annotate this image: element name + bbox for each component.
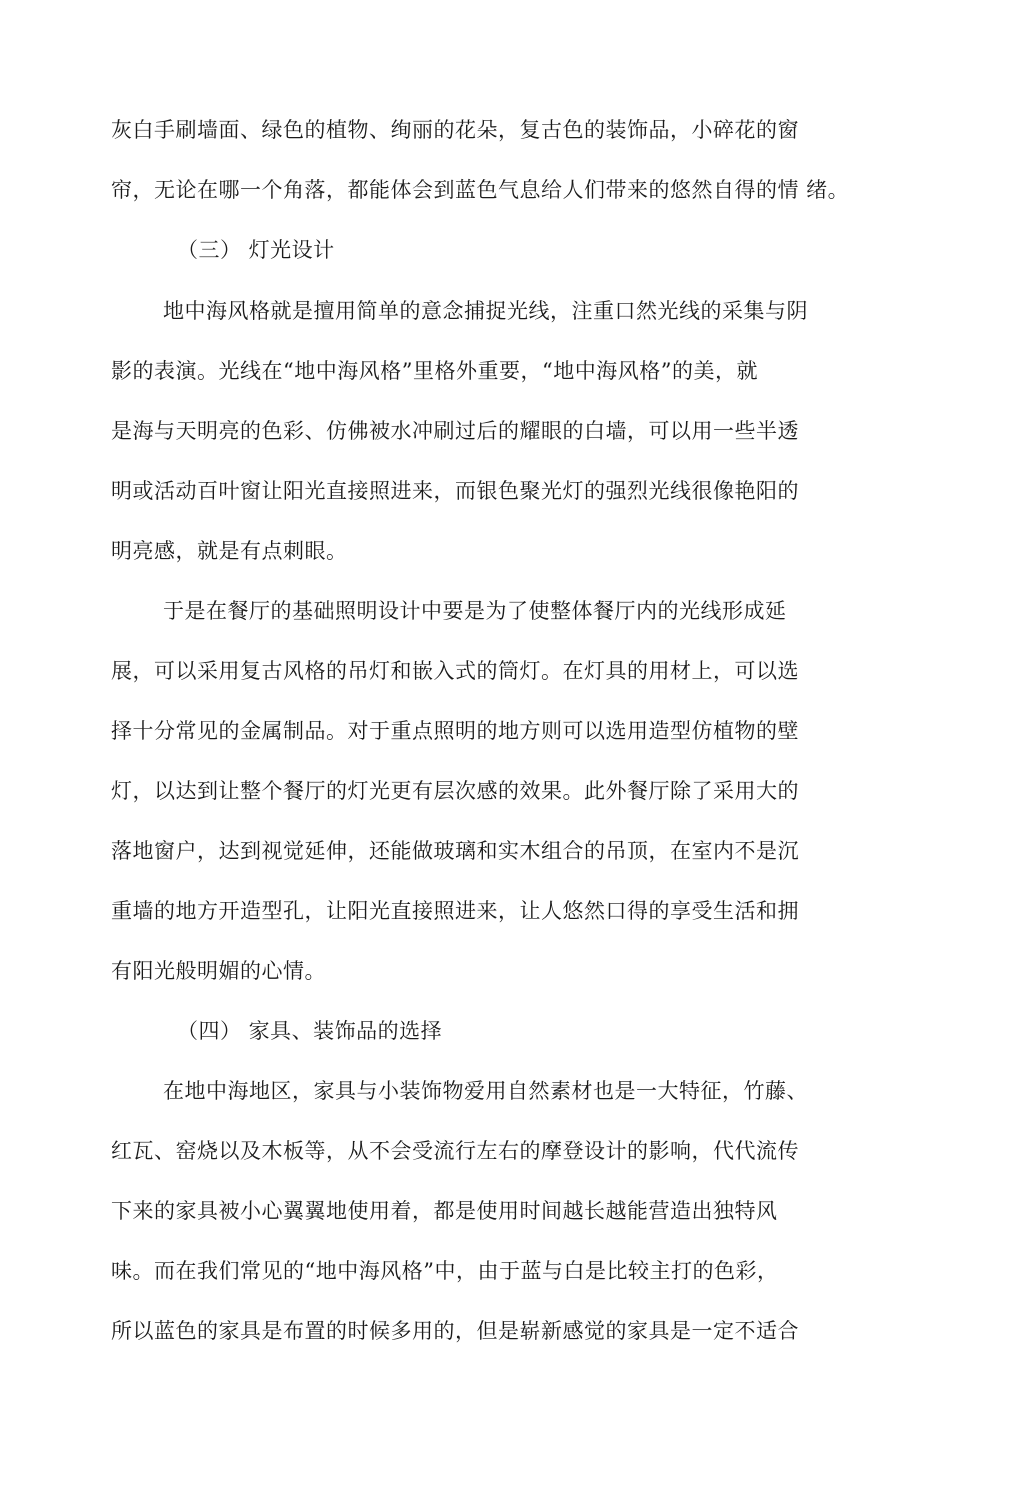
body-line: 红瓦、窑烧以及木板等，从不会受流行左右的摩登设计的影响，代代流传 — [111, 1139, 799, 1163]
body-line: 帘，无论在哪一个角落，都能体会到蓝色气息给人们带来的悠然自得的情 绪。 — [111, 178, 850, 202]
body-line: 所以蓝色的家具是布置的时候多用的，但是崭新感觉的家具是一定不适合 — [111, 1319, 799, 1343]
body-line: 灯，以达到让整个餐厅的灯光更有层次感的效果。此外餐厅除了采用大的 — [111, 779, 799, 803]
body-line: 味。而在我们常见的“地中海风格”中，由于蓝与白是比较主打的色彩， — [111, 1259, 779, 1283]
body-line: 重墙的地方开造型孔，让阳光直接照进来，让人悠然口得的享受生活和拥 — [111, 899, 799, 923]
body-line: 影的表演。光线在“地中海风格”里格外重要，“地中海风格”的美，就 — [111, 359, 758, 383]
body-line: 于是在餐厅的基础照明设计中要是为了使整体餐厅内的光线形成延 — [163, 599, 787, 623]
body-line: 明亮感，就是有点刺眼。 — [111, 539, 348, 563]
body-line: 地中海风格就是擅用简单的意念捕捉光线，注重口然光线的采集与阴 — [163, 299, 808, 323]
section-heading: （四） 家具、装饰品的选择 — [177, 1019, 443, 1043]
body-line: 下来的家具被小心翼翼地使用着，都是使用时间越长越能营造出独特风 — [111, 1199, 778, 1223]
body-line: 展，可以采用复古风格的吊灯和嵌入式的筒灯。在灯具的用材上，可以选 — [111, 659, 799, 683]
body-line: 在地中海地区，家具与小装饰物爱用自然素材也是一大特征，竹藤、 — [163, 1079, 808, 1103]
body-line: 灰白手刷墙面、绿色的植物、绚丽的花朵，复古色的装饰品，小碎花的窗 — [111, 118, 799, 142]
body-line: 是海与天明亮的色彩、仿佛被水冲刷过后的耀眼的白墙，可以用一些半透 — [111, 419, 799, 443]
body-line: 落地窗户，达到视觉延伸，还能做玻璃和实木组合的吊顶，在室内不是沉 — [111, 839, 799, 863]
body-line: 明或活动百叶窗让阳光直接照进来，而银色聚光灯的强烈光线很像艳阳的 — [111, 479, 799, 503]
body-line: 择十分常见的金属制品。对于重点照明的地方则可以选用造型仿植物的壁 — [111, 719, 799, 743]
body-line: 有阳光般明媚的心情。 — [111, 959, 326, 983]
section-heading: （三） 灯光设计 — [177, 238, 335, 262]
